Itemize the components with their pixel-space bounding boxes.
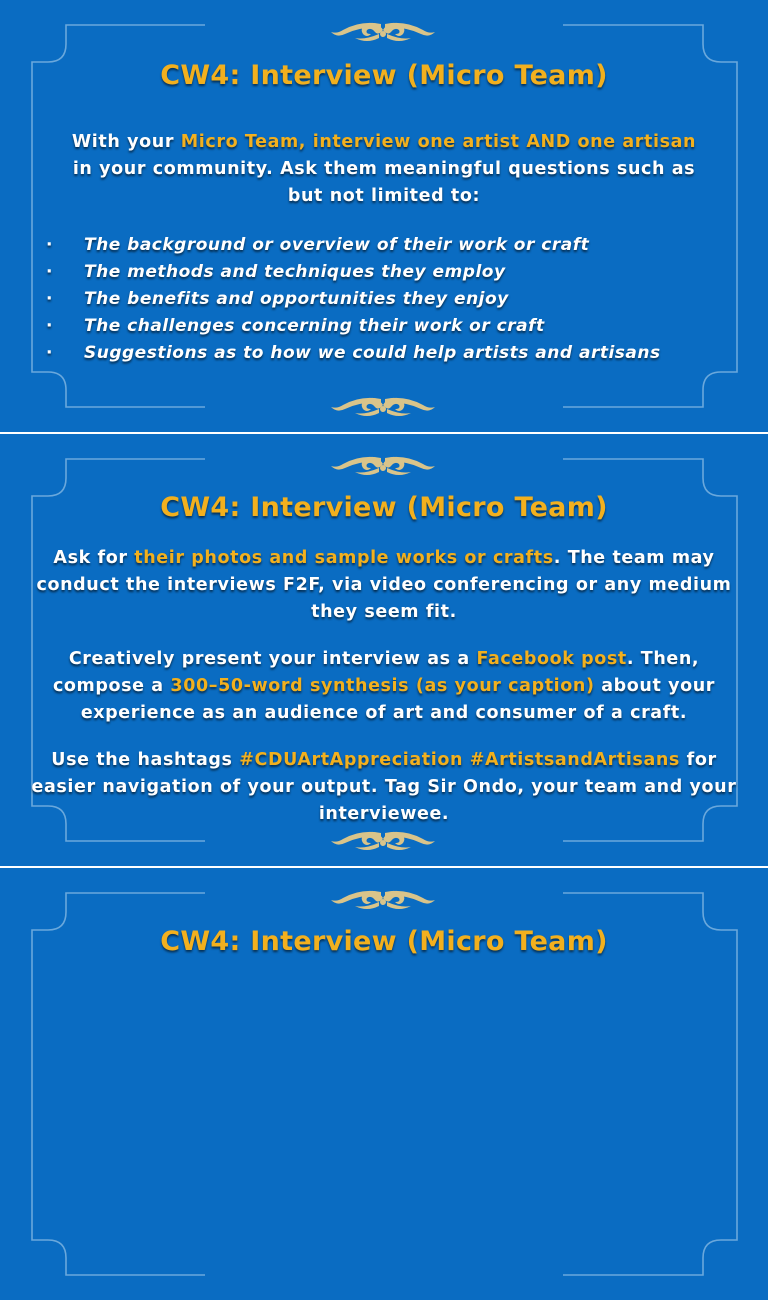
flourish-ornament-icon	[331, 832, 435, 850]
list-item: · The background or overview of their work or craft	[46, 235, 590, 255]
paragraph-2: Creatively present your interview as a Facebook post. Then, compose a 300–50-word synthesis (as your caption) about your experience as an audience of art and consumer of a craft.	[52, 649, 716, 723]
list-item: · The benefits and opportunities they enjoy	[46, 289, 509, 309]
paragraph-1: Ask for their photos and sample works or crafts. The team may conduct the interviews F2F, via video conferencing or any medium they seem fit.	[36, 548, 732, 622]
flourish-ornament-icon	[331, 23, 435, 41]
slide-1	[0, 0, 768, 432]
list-item: · The challenges concerning their work or craft	[46, 316, 545, 336]
highlight-text: #CDUArtAppreciation #ArtistsandArtisans	[239, 750, 680, 770]
slide-title: CW4: Interview (Micro Team)	[160, 492, 608, 523]
question-list	[44, 232, 661, 367]
highlight-text: 300–50-word synthesis (as your caption)	[170, 676, 595, 696]
highlight-text: their photos and sample works or crafts	[134, 548, 554, 568]
highlight-text: Micro Team, interview one artist AND one artisan	[180, 132, 697, 152]
intro-paragraph: With your Micro Team, interview one artist AND one artisan in your community. Ask them meaningful questions such as but not limited to:	[71, 132, 697, 206]
list-item: · Suggestions as to how we could help artists and artisans	[46, 343, 661, 363]
slide-3	[0, 868, 768, 1300]
slide-title: CW4: Interview (Micro Team)	[160, 60, 608, 91]
highlight-text: Facebook post	[476, 649, 627, 669]
list-item: · The methods and techniques they employ	[46, 262, 506, 282]
flourish-ornament-icon	[331, 398, 435, 416]
flourish-ornament-icon	[331, 891, 435, 909]
slide-2	[0, 434, 768, 866]
slide-title: CW4: Interview (Micro Team)	[160, 926, 608, 957]
paragraph-3: Use the hashtags #CDUArtAppreciation #ArtistsandArtisans for easier navigation of your output. Tag Sir Ondo, your team and your interviewee.	[31, 750, 737, 824]
flourish-ornament-icon	[331, 457, 435, 475]
